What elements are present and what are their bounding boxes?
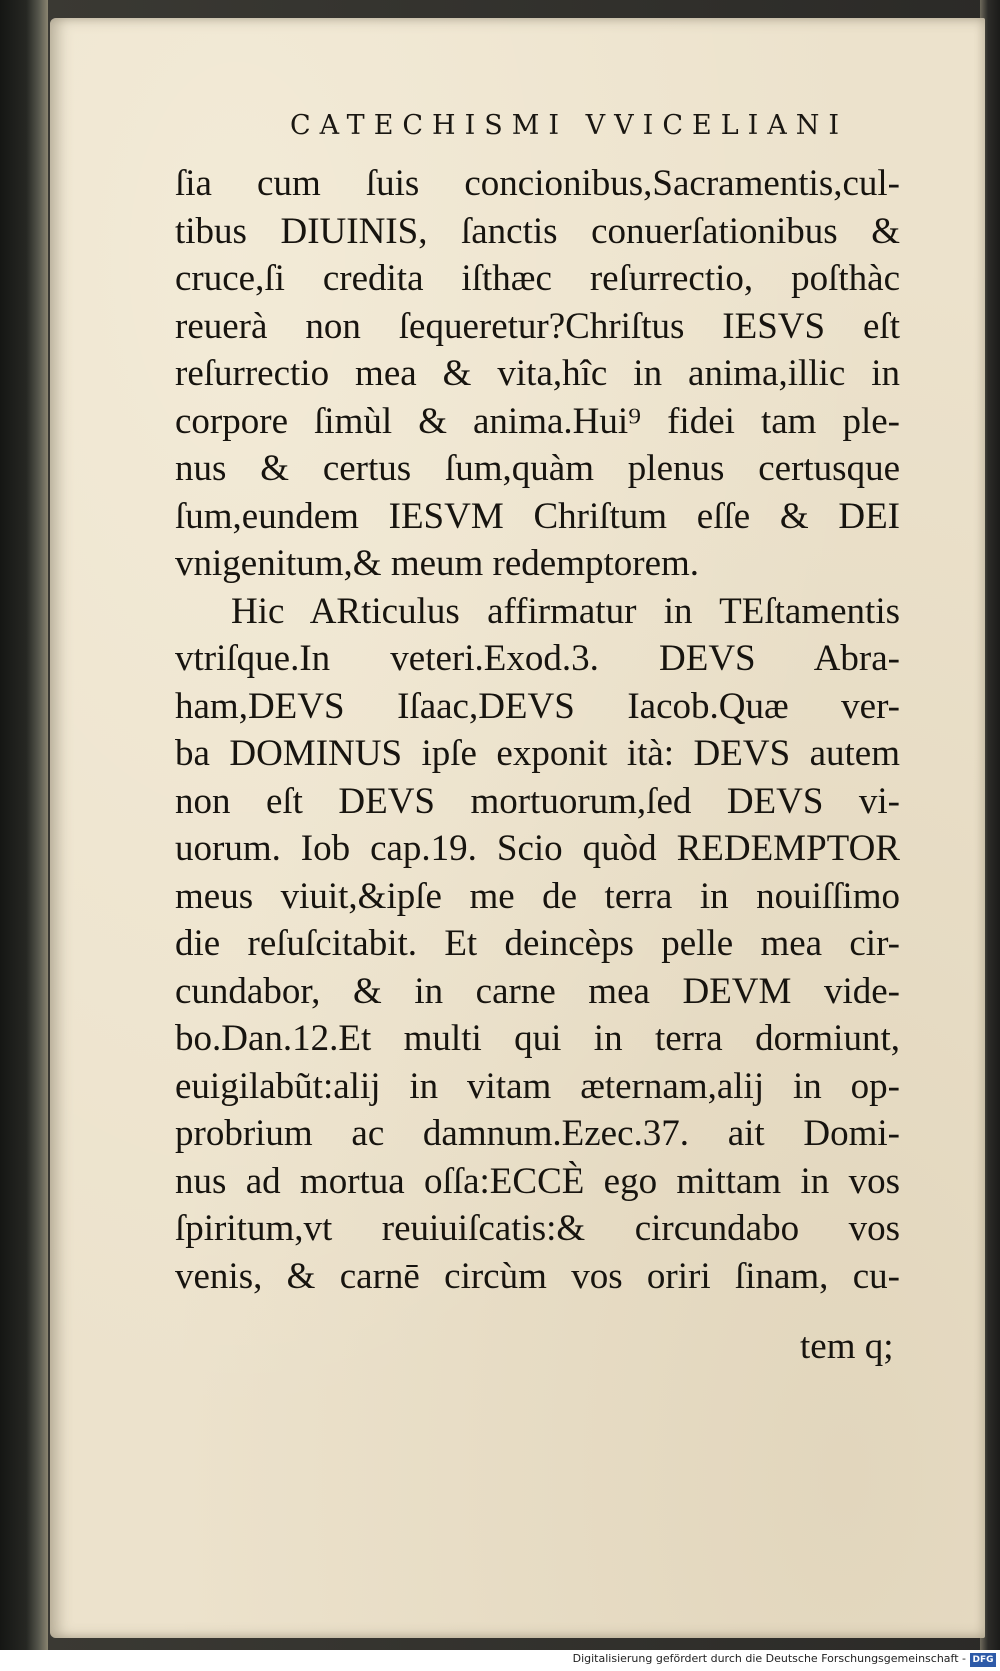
text-line: ſum,eundem IESVM Chriſtum eſſe & DEI — [175, 495, 900, 537]
text-line: euigilabũt:alij in vitam æternam,alij in op- — [175, 1065, 900, 1107]
text-line: bo.Dan.12.Et multi qui in terra dormiunt, — [175, 1018, 900, 1059]
text-line: ſia cum ſuis concionibus,Sacramentis,cul- — [175, 163, 900, 204]
text-line: probrium ac damnum.Ezec.37. ait Domi- — [175, 1113, 900, 1154]
text-line: nus ad mortua oſſa:ECCÈ ego mittam in vos — [175, 1160, 900, 1202]
text-line: vtriſque.In veteri.Exod.3. DEVS Abra- — [175, 638, 900, 679]
text-line: vnigenitum,& meum redemptorem. — [175, 543, 700, 584]
text-line: nus & certus ſum,quàm plenus certusque — [175, 448, 900, 489]
text-line: reſurrectio mea & vita,hîc in anima,illic in — [175, 353, 900, 394]
footer-credit: Digitalisierung gefördert durch die Deutsche Forschungsgemeinschaft - — [572, 1652, 966, 1665]
paragraph-start-line: Hic ARticulus affirmatur in TEſtamentis — [231, 590, 900, 632]
text-line: venis, & carnē circùm vos oriri ſinam, cu- — [175, 1255, 900, 1297]
text-line: cruce,ſi credita iſthæc reſurrectio, poſthàc — [175, 258, 900, 299]
text-line: cundabor, & in carne mea DEVM vide- — [175, 970, 900, 1012]
text-line: corpore ſimùl & anima.Hui⁹ fidei tam ple- — [175, 400, 900, 442]
dfg-logo-icon: DFG — [970, 1653, 996, 1667]
body-text — [175, 160, 900, 1300]
text-line: non eſt DEVS mortuorum,ſed DEVS vi- — [175, 780, 900, 822]
text-line: reuerà non ſequeretur?Chriſtus IESVS eſt — [175, 305, 900, 347]
text-line: ba DOMINUS ipſe exponit ità: DEVS autem — [175, 733, 900, 774]
text-line: tibus DIUINIS, ſanctis conuerſationibus & — [175, 210, 900, 252]
text-line: ham,DEVS Iſaac,DEVS Iacob.Quæ ver- — [175, 685, 900, 727]
text-line: uorum. Iob cap.19. Scio quòd REDEMPTOR — [175, 828, 900, 869]
text-line: die reſuſcitabit. Et deincèps pelle mea cir- — [175, 923, 900, 964]
running-head: CATECHISMI VVICELIANI — [290, 110, 849, 141]
text-line: meus viuit,&ipſe me de terra in nouiſſimo — [175, 875, 900, 917]
catchword: tem q; — [800, 1326, 894, 1367]
text-line: ſpiritum,vt reuiuiſcatis:& circundabo vos — [175, 1208, 900, 1249]
book-spine — [0, 0, 48, 1671]
